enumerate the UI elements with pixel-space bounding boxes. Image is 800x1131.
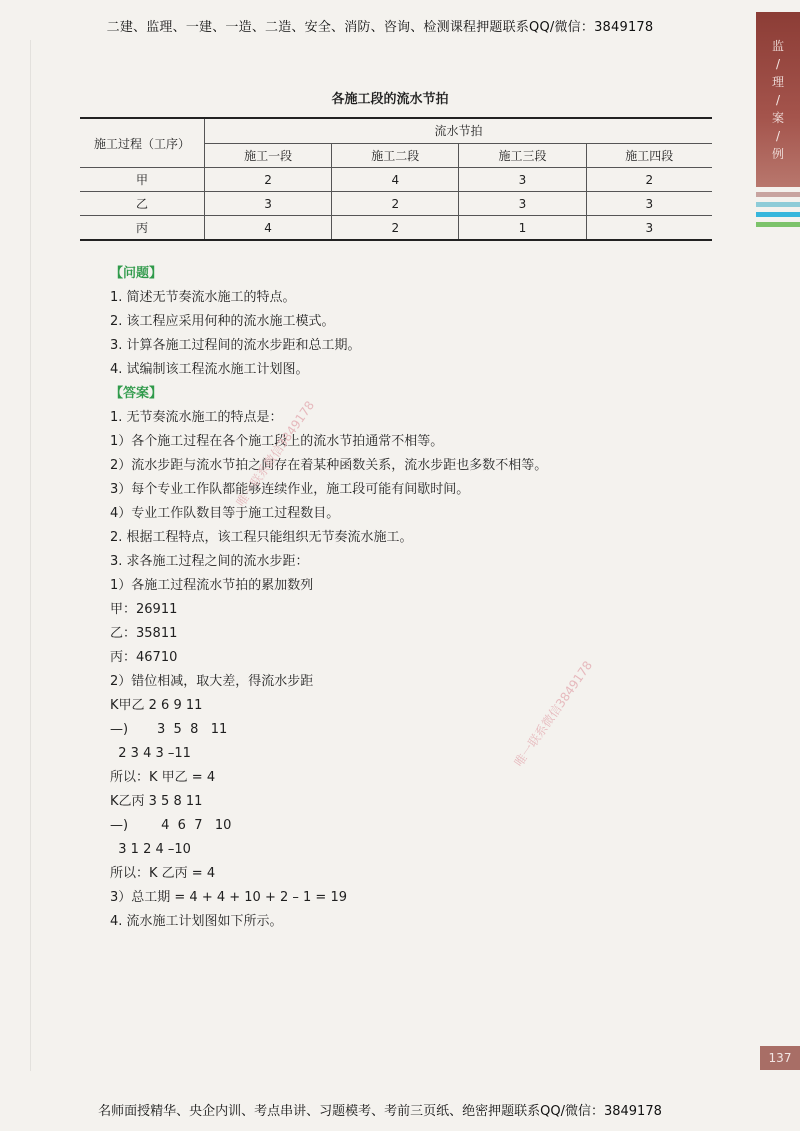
answer-line: 1. 无节奏流水施工的特点是： (110, 410, 283, 425)
side-stripe (756, 222, 800, 227)
answer-line: K乙丙 3 5 8 11 (110, 794, 203, 809)
answer-line: 2）流水步距与流水节拍之间存在着某种函数关系，流水步距也多数不相等。 (110, 458, 548, 473)
flow-beat-table (80, 117, 712, 241)
answer-line: 丙：46710 (110, 650, 178, 665)
answer-line: 所以：K 甲乙 = 4 (110, 770, 216, 785)
answer-heading: 【答案】 (110, 386, 163, 401)
answer-line: —) 3 5 8 11 (110, 722, 228, 737)
questions-list (110, 286, 710, 382)
answer-list (110, 406, 710, 934)
segment-header: 施工一段 (205, 143, 332, 168)
side-color-stripes (756, 192, 800, 232)
answer-line: 3 1 2 4 –10 (110, 842, 191, 857)
answer-line: 4）专业工作队数目等于施工过程数目。 (110, 506, 340, 521)
question-item: 1. 简述无节奏流水施工的特点。 (110, 290, 296, 305)
watermark: 唯一联系微信3849178 (233, 398, 318, 510)
table-row (80, 216, 712, 241)
content-body (110, 262, 710, 934)
side-stripe (756, 202, 800, 207)
watermark: 唯一联系微信3849178 (511, 658, 596, 770)
beat-cell: 2 (205, 168, 332, 192)
side-tab-char: / (775, 56, 781, 71)
side-stripe (756, 192, 800, 197)
question-item: 4. 试编制该工程流水施工计划图。 (110, 362, 309, 377)
segment-header: 施工二段 (332, 143, 459, 168)
side-tab-char: 监 (771, 38, 784, 53)
side-tab-char: / (775, 128, 781, 143)
beat-cell: 3 (205, 192, 332, 216)
process-name: 丙 (80, 216, 205, 241)
answer-line: 所以：K 乙丙 = 4 (110, 866, 216, 881)
side-tab-char: / (775, 92, 781, 107)
answer-line: 2 3 4 3 –11 (110, 746, 191, 761)
page-number: 137 (760, 1046, 800, 1070)
question-item: 3. 计算各施工过程间的流水步距和总工期。 (110, 338, 361, 353)
answer-line: 2. 根据工程特点，该工程只能组织无节奏流水施工。 (110, 530, 413, 545)
process-header: 施工过程（工序） (80, 118, 205, 168)
question-item: 2. 该工程应采用何种的流水施工模式。 (110, 314, 335, 329)
answer-line: 4. 流水施工计划图如下所示。 (110, 914, 283, 929)
answer-line: 甲：26911 (110, 602, 178, 617)
table-row (80, 168, 712, 192)
beat-cell: 2 (332, 216, 459, 241)
answer-line: —) 4 6 7 10 (110, 818, 232, 833)
segment-header: 施工四段 (586, 143, 712, 168)
answer-line: 3. 求各施工过程之间的流水步距： (110, 554, 309, 569)
beat-cell: 2 (332, 192, 459, 216)
side-tab-char: 理 (771, 74, 784, 89)
table-title: 各施工段的流水节拍 (331, 92, 449, 107)
beat-cell: 3 (459, 192, 586, 216)
beat-cell: 4 (332, 168, 459, 192)
segment-header: 施工三段 (459, 143, 586, 168)
footer-advert: 名师面授精华、央企内训、考点串讲、习题模考、考前三页纸、绝密押题联系QQ/微信：3849178 (98, 1104, 662, 1119)
page-margin-line (30, 40, 31, 1071)
process-name: 乙 (80, 192, 205, 216)
beat-group-header: 流水节拍 (205, 118, 713, 143)
beat-cell: 3 (586, 192, 712, 216)
questions-heading: 【问题】 (110, 266, 163, 281)
answer-line: 1）各个施工过程在各个施工段上的流水节拍通常不相等。 (110, 434, 444, 449)
answer-line: 3）总工期 = 4 + 4 + 10 + 2 – 1 = 19 (110, 890, 347, 905)
answer-line: 3）每个专业工作队都能够连续作业，施工段可能有间歇时间。 (110, 482, 470, 497)
answer-line: 2）错位相减，取大差，得流水步距 (110, 674, 314, 689)
beat-cell: 3 (459, 168, 586, 192)
answer-line: 1）各施工过程流水节拍的累加数列 (110, 578, 314, 593)
side-tab-char: 例 (771, 146, 784, 161)
side-stripe (756, 212, 800, 217)
process-name: 甲 (80, 168, 205, 192)
header-advert: 二建、监理、一建、一造、二造、安全、消防、咨询、检测课程押题联系QQ/微信：3849178 (106, 20, 654, 35)
table-row (80, 192, 712, 216)
beat-cell: 2 (586, 168, 712, 192)
answer-line: K甲乙 2 6 9 11 (110, 698, 203, 713)
beat-cell: 3 (586, 216, 712, 241)
side-tab-char: 案 (771, 110, 784, 125)
answer-line: 乙：35811 (110, 626, 178, 641)
beat-cell: 4 (205, 216, 332, 241)
beat-cell: 1 (459, 216, 586, 241)
